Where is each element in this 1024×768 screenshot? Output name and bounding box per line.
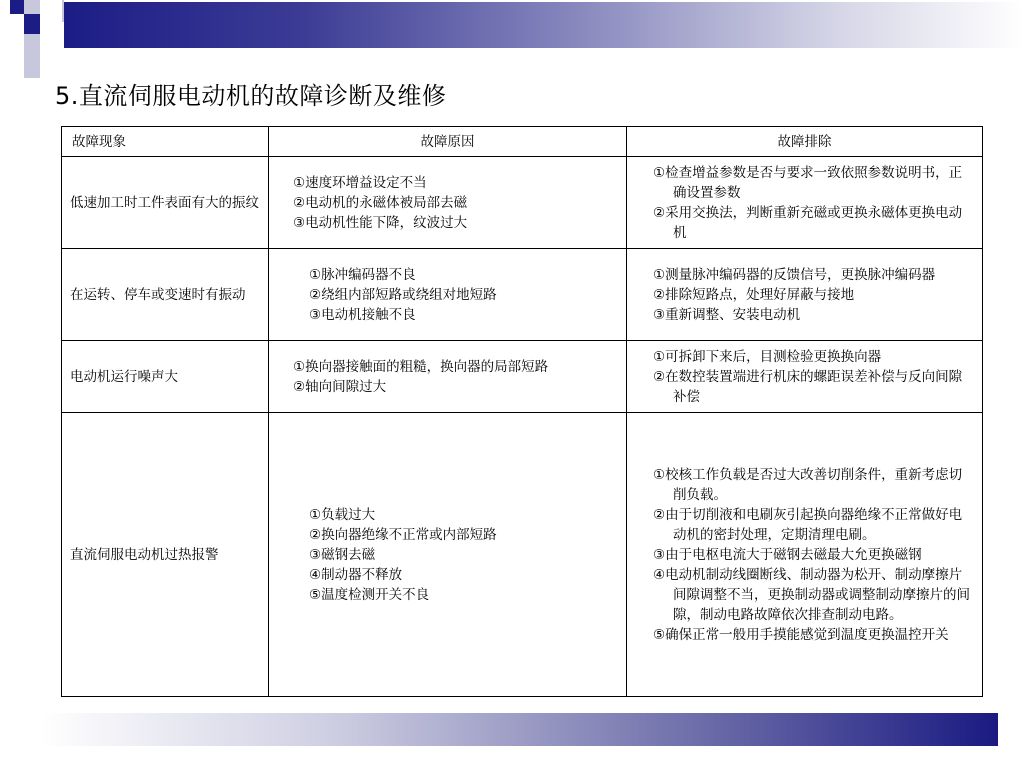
fix-item: ④电动机制动线圈断线、制动器为松开、制动摩擦片间隙调整不当，更换制动器或调整制动摩擦片的间隙，制动电路故障依次排查制动电路。 xyxy=(653,566,970,623)
cause-item: ①速度环增益设定不当 xyxy=(293,174,427,191)
table-row xyxy=(62,157,983,249)
cause-cell xyxy=(269,157,627,249)
cause-cell xyxy=(269,341,627,413)
cause-cell xyxy=(269,413,627,697)
fix-item: ①检查增益参数是否与要求一致依照参数说明书，正确设置参数 xyxy=(653,164,963,201)
decor-square xyxy=(24,48,40,78)
symptom-cell xyxy=(62,157,269,249)
table-row xyxy=(62,249,983,341)
cause-item: ②轴向间隙过大 xyxy=(293,378,387,395)
table-row xyxy=(62,413,983,697)
fix-list xyxy=(653,465,972,645)
cause-list xyxy=(309,505,616,605)
decor-square xyxy=(10,14,24,34)
cause-item: ②绕组内部短路或绕组对地短路 xyxy=(309,286,497,303)
symptom-text: 在运转、停车或变速时有振动 xyxy=(70,286,246,303)
header-gradient-bar xyxy=(64,2,1024,48)
symptom-text: 电动机运行噪声大 xyxy=(70,368,178,385)
fault-table-container xyxy=(61,126,983,697)
fix-list xyxy=(653,265,972,325)
fault-table xyxy=(61,126,983,697)
cause-list xyxy=(293,173,616,233)
cause-list xyxy=(309,265,616,325)
header-symptom: 故障现象 xyxy=(62,127,269,157)
fix-item: ①测量脉冲编码器的反馈信号，更换脉冲编码器 xyxy=(653,266,936,283)
cause-item: ③磁钢去磁 xyxy=(309,546,376,563)
fix-item: ①校核工作负载是否过大改善切削条件，重新考虑切削负载。 xyxy=(653,466,963,503)
fix-item: ②在数控装置端进行机床的螺距误差补偿与反向间隙补偿 xyxy=(653,368,963,405)
fix-cell xyxy=(627,157,983,249)
fix-cell xyxy=(627,341,983,413)
slide-title: 5.直流伺服电动机的故障诊断及维修 xyxy=(55,82,447,110)
decor-square xyxy=(24,14,40,34)
fix-item: ③重新调整、安装电动机 xyxy=(653,306,801,323)
table-row xyxy=(62,341,983,413)
decor-square xyxy=(10,0,24,14)
fix-list xyxy=(653,163,972,243)
header-fix: 故障排除 xyxy=(627,127,983,157)
fix-cell xyxy=(627,413,983,697)
cause-item: ②电动机的永磁体被局部去磁 xyxy=(293,194,468,211)
decor-square xyxy=(40,22,64,34)
fix-item: ③由于电枢电流大于磁钢去磁最大允更换磁钢 xyxy=(653,546,922,563)
header-cause: 故障原因 xyxy=(269,127,627,157)
cause-item: ①脉冲编码器不良 xyxy=(309,266,416,283)
symptom-cell xyxy=(62,413,269,697)
header-decoration xyxy=(0,0,1024,50)
fix-item: ②由于切削液和电刷灰引起换向器绝缘不正常做好电动机的密封处理，定期清理电刷。 xyxy=(653,506,963,543)
table-header-row xyxy=(62,127,983,157)
cause-item: ①换向器接触面的粗糙，换向器的局部短路 xyxy=(293,358,549,375)
fix-cell xyxy=(627,249,983,341)
decor-square xyxy=(24,0,40,14)
symptom-cell xyxy=(62,341,269,413)
decor-square xyxy=(40,0,64,22)
symptom-cell xyxy=(62,249,269,341)
fix-item: ①可拆卸下来后，目测检验更换换向器 xyxy=(653,348,882,365)
fix-item: ⑤确保正常一般用手摸能感觉到温度更换温控开关 xyxy=(653,626,949,643)
symptom-text: 直流伺服电动机过热报警 xyxy=(70,546,219,563)
footer-gradient-bar xyxy=(40,713,998,746)
fix-list xyxy=(653,347,972,407)
cause-list xyxy=(293,357,616,397)
cause-item: ③电动机接触不良 xyxy=(309,306,416,323)
cause-item: ②换向器绝缘不正常或内部短路 xyxy=(309,526,497,543)
symptom-text: 低速加工时工件表面有大的振纹 xyxy=(70,194,259,211)
cause-item: ①负载过大 xyxy=(309,506,376,523)
decor-square xyxy=(24,34,40,48)
cause-cell xyxy=(269,249,627,341)
fix-item: ②采用交换法，判断重新充磁或更换永磁体更换电动机 xyxy=(653,204,963,241)
fix-item: ②排除短路点，处理好屏蔽与接地 xyxy=(653,286,855,303)
decor-square xyxy=(0,0,10,10)
cause-item: ④制动器不释放 xyxy=(309,566,403,583)
cause-item: ⑤温度检测开关不良 xyxy=(309,586,430,603)
cause-item: ③电动机性能下降，纹波过大 xyxy=(293,214,468,231)
